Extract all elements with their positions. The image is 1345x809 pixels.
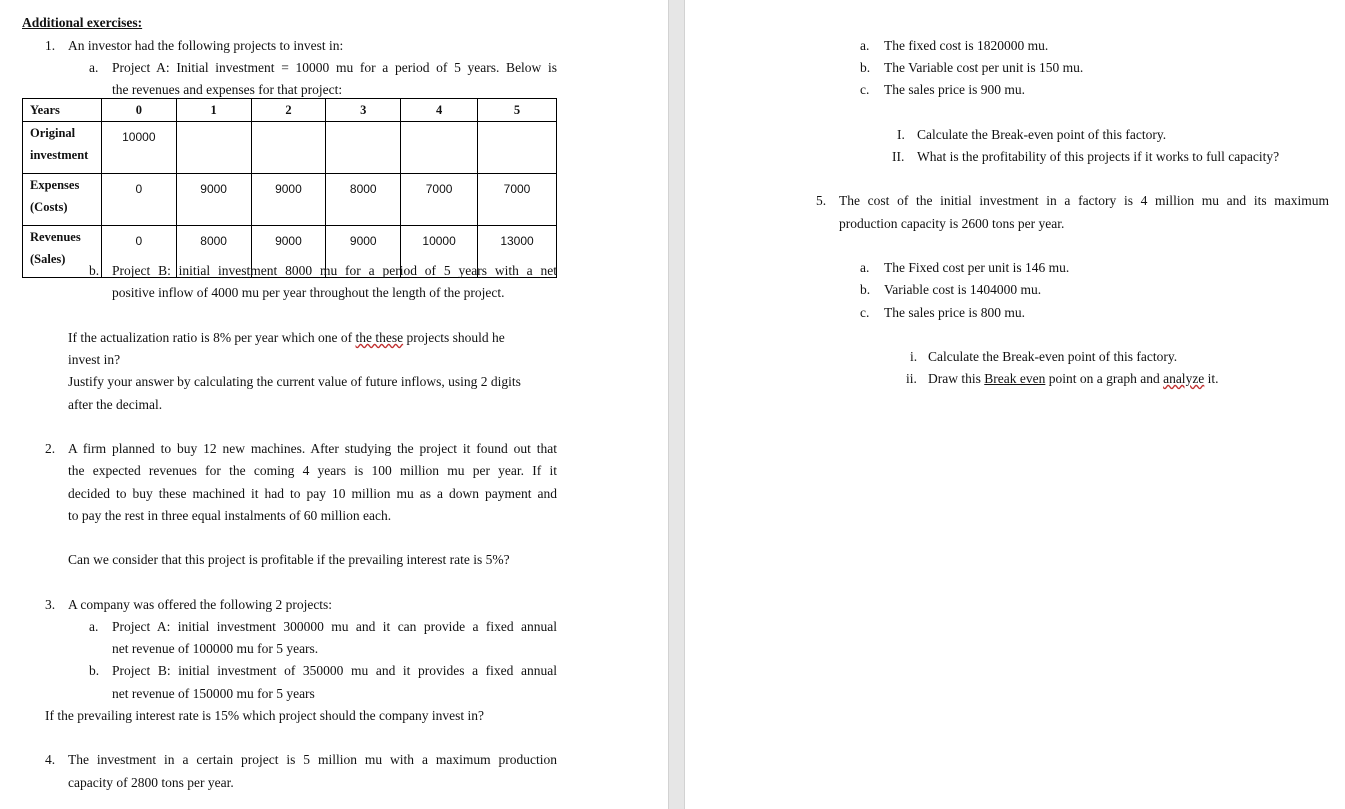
q5-item-letter: b. xyxy=(860,282,871,297)
table-cell: 10000 xyxy=(401,226,478,278)
table-header-row xyxy=(23,99,557,122)
table-cell: 7000 xyxy=(401,174,478,226)
table-cell: 9000 xyxy=(251,174,326,226)
q5-item-text: The Fixed cost per unit is 146 mu. xyxy=(884,260,1070,275)
q1-question-text: If the actualization ratio is 8% per year which one of xyxy=(68,330,356,345)
q5-number: 5. xyxy=(816,193,827,208)
q1-justify-line2: after the decimal. xyxy=(68,397,163,412)
q4-sub-number: I. xyxy=(897,127,905,142)
q2-number: 2. xyxy=(45,441,56,456)
table-cell xyxy=(401,122,478,174)
q1-a-line2: the revenues and expenses for that project: xyxy=(112,82,343,97)
q4-item-text: The sales price is 900 mu. xyxy=(884,82,1025,97)
q4-line1: The investment in a certain project is 5 million mu with a maximum production xyxy=(68,752,557,767)
q5-sub-text: Draw this xyxy=(928,371,985,386)
q1-b-line2: positive inflow of 4000 mu per year throughout the length of the project. xyxy=(112,285,505,300)
q2-line2: the expected revenues for the coming 4 years is 100 million mu per year. If it xyxy=(68,463,557,478)
q4-item-letter: b. xyxy=(860,60,871,75)
q3-b-letter: b. xyxy=(89,663,100,678)
table-cell: 9000 xyxy=(251,226,326,278)
q1-b-letter: b. xyxy=(89,263,100,278)
table-cell: 10000 xyxy=(101,122,176,174)
table-cell: 9000 xyxy=(176,174,251,226)
q1-question-line1 xyxy=(68,330,505,346)
q5-item-letter: c. xyxy=(860,305,870,320)
q3-intro: A company was offered the following 2 projects: xyxy=(68,597,333,612)
table-header-cell: 3 xyxy=(326,99,401,122)
section-title: Additional exercises: xyxy=(22,15,143,30)
document-page-right xyxy=(685,0,1345,809)
table-header-cell: 4 xyxy=(401,99,478,122)
q5-sub-text: Calculate the Break-even point of this factory. xyxy=(928,349,1178,364)
table-header-cell: 1 xyxy=(176,99,251,122)
q3-question: If the prevailing interest rate is 15% which project should the company invest in? xyxy=(45,708,485,723)
table-cell: 9000 xyxy=(326,226,401,278)
q4-sub-number: II. xyxy=(892,149,905,164)
q4-line2: capacity of 2800 tons per year. xyxy=(68,775,234,790)
table-row xyxy=(23,174,557,226)
q3-b-line2: net revenue of 150000 mu for 5 years xyxy=(112,686,315,701)
table-header-cell: 0 xyxy=(101,99,176,122)
table-cell xyxy=(251,122,326,174)
document-page-left xyxy=(0,0,668,809)
row-label: Expenses (Costs) xyxy=(23,174,102,226)
table-cell xyxy=(326,122,401,174)
grammar-flag-text: the these xyxy=(355,330,404,345)
q1-a-line1: Project A: Initial investment = 10000 mu for a period of 5 years. Below is xyxy=(112,60,557,75)
table-header-cell: Years xyxy=(23,99,102,122)
table-row xyxy=(23,122,557,174)
table-header-cell: 5 xyxy=(478,99,557,122)
table-header-cell: 2 xyxy=(251,99,326,122)
q3-b-line1: Project B: initial investment of 350000 mu and it provides a fixed annual xyxy=(112,663,557,678)
q1-a-letter: a. xyxy=(89,60,99,75)
underlined-term: Break even xyxy=(984,371,1046,386)
q3-a-letter: a. xyxy=(89,619,99,634)
page-gutter xyxy=(668,0,685,809)
q4-item-letter: c. xyxy=(860,82,870,97)
q2-line3: decided to buy these machined it had to pay 10 million mu as a down payment and xyxy=(68,486,557,501)
q5-item-text: The sales price is 800 mu. xyxy=(884,305,1025,320)
table-cell: 7000 xyxy=(478,174,557,226)
q2-line4: to pay the rest in three equal instalments of 60 million each. xyxy=(68,508,392,523)
table-cell: 0 xyxy=(101,174,176,226)
q5-item-letter: a. xyxy=(860,260,870,275)
spelling-flag-text: analyze xyxy=(1163,371,1205,386)
table-cell xyxy=(176,122,251,174)
row-label: Revenues (Sales) xyxy=(23,226,102,278)
q5-item-text: Variable cost is 1404000 mu. xyxy=(884,282,1042,297)
q3-a-line2: net revenue of 100000 mu for 5 years. xyxy=(112,641,319,656)
q4-item-letter: a. xyxy=(860,38,870,53)
table-cell: 8000 xyxy=(326,174,401,226)
table-cell: 13000 xyxy=(478,226,557,278)
q3-a-line1: Project A: initial investment 300000 mu and it can provide a fixed annual xyxy=(112,619,557,634)
q1-b-line1: Project B: initial investment 8000 mu for a period of 5 years with a net xyxy=(112,263,557,278)
q4-number: 4. xyxy=(45,752,56,767)
q4-item-text: The Variable cost per unit is 150 mu. xyxy=(884,60,1084,75)
q1-number: 1. xyxy=(45,38,56,53)
q4-sub-text: Calculate the Break-even point of this factory. xyxy=(917,127,1167,142)
q1-intro: An investor had the following projects to invest in: xyxy=(68,38,344,53)
q5-line2: production capacity is 2600 tons per year. xyxy=(839,216,1065,231)
project-a-table xyxy=(22,98,557,278)
q1-question-text-end: projects should he xyxy=(403,330,505,345)
table-cell: 0 xyxy=(101,226,176,278)
q2-line1: A firm planned to buy 12 new machines. After studying the project it found out that xyxy=(68,441,557,456)
q3-number: 3. xyxy=(45,597,56,612)
q4-sub-text: What is the profitability of this projects if it works to full capacity? xyxy=(917,149,1280,164)
q1-question-line2: invest in? xyxy=(68,352,121,367)
q1-justify-line1: Justify your answer by calculating the current value of future inflows, using 2 digits xyxy=(68,374,521,389)
q5-sub-text-line xyxy=(928,371,1219,387)
q5-sub-number: ii. xyxy=(906,371,917,386)
row-label: Original investment xyxy=(23,122,102,174)
q5-sub-text-mid: point on a graph and xyxy=(1045,371,1164,386)
q2-question: Can we consider that this project is profitable if the prevailing interest rate is 5%? xyxy=(68,552,510,567)
q5-sub-number: i. xyxy=(910,349,918,364)
q4-item-text: The fixed cost is 1820000 mu. xyxy=(884,38,1049,53)
q5-line1: The cost of the initial investment in a factory is 4 million mu and its maximum xyxy=(839,193,1329,208)
q5-sub-text-end: it. xyxy=(1204,371,1219,386)
table-cell xyxy=(478,122,557,174)
table-cell: 8000 xyxy=(176,226,251,278)
